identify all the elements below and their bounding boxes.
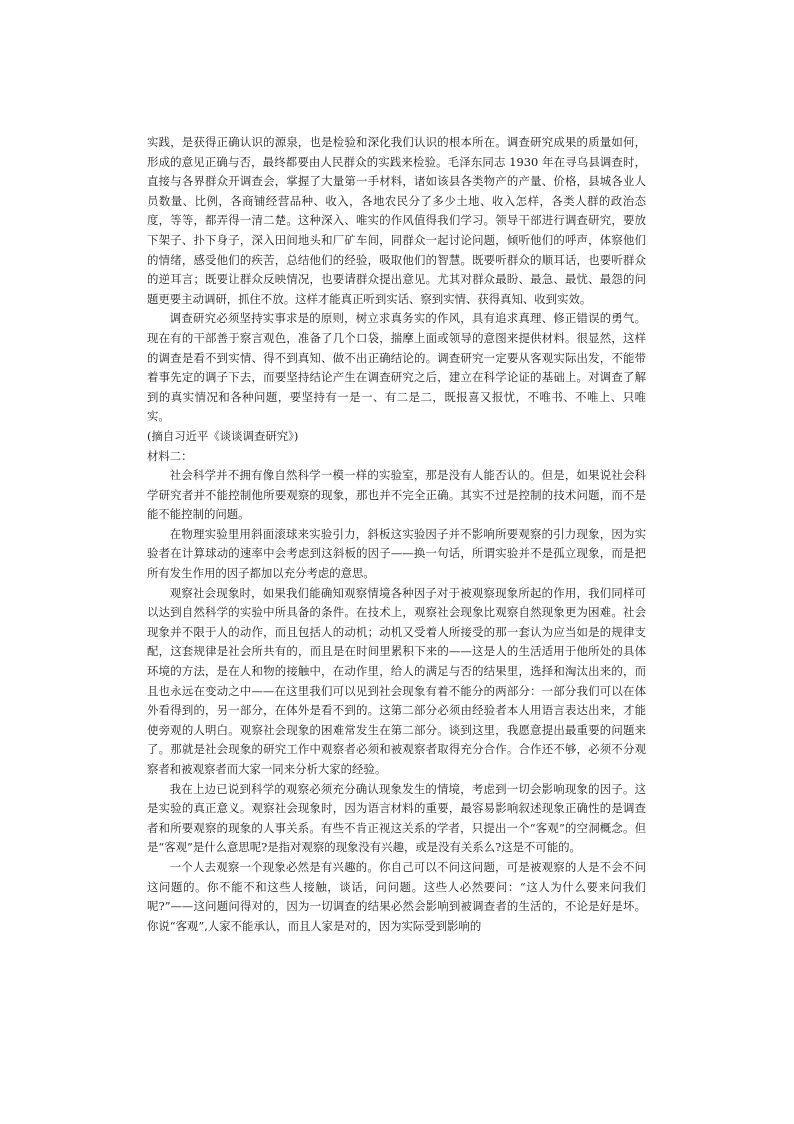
paragraph-observing-society: 观察社会现象时，如果我们能确知观察情境各种因子对于被观察现象所起的作用，我们同样可以达到自然科学的实验中所具备的条件。在技术上，观察社会现象比观察自然现象更为困难。社会现象并不限于人的动作，而且包括人的动机；动机又受着人所接受的那一套认为应当如是的规律支配，这套规律是社会所共有的，而且是在时间里累积下来的——这是人的生活适用于他所处的具体环境的方法，是在人和物的接触中，在动作里，给人的满足与否的结果里，选择和淘汰出来的，而且也永远在变动之中——在这里我们可以见到社会现象有着不能分的两部分：一部分我们可以在体外看得到的，另一部分，在体外是看不到的。这第二部分必须由经验者本人用语言表达出来，才能使旁观的人明白。观察社会现象的困难常发生在第二部分。谈到这里，我愿意提出最重要的问题来了。那就是社会现象的研究工作中观察者必须和被观察者取得充分合作。合作还不够，必须不分观察者和被观察者而大家一同来分析大家的经验。 [147, 585, 646, 776]
paragraph-physics-experiment: 在物理实验里用斜面滚球来实验引力，斜板这实验因子并不影响所要观察的引力现象，因为实验者在计算球动的速率中会考虑到这斜板的因子——换一句话，所谓实验并不是孤立现象，而是把所有发生作用的因子都加以充分考虑的意思。 [147, 526, 646, 581]
paragraph-social-science-lab: 社会科学并不拥有像自然科学一模一样的实验室，那是没有人能否认的。但是，如果说社会科学研究者并不能控制他所要观察的现象，那也并不完全正确。其实不过是控制的技术问题，而不是能不能控制的问题。 [147, 468, 646, 522]
document-page [147, 133, 646, 936]
paragraph-objectivity: 我在上边已说到科学的观察必须充分确认现象发生的情境，考虑到一切会影响现象的因子。这是实验的真正意义。观察社会现象时，因为语言材料的重要，最容易影响叙述现象正确性的是调查者和所要观察的现象的人事关系。有些不肯正视这关系的学者，只提出一个“客观”的空洞概念。但是“客观”是什么意思呢?是指对观察的现象没有兴趣，或是没有关系么?这是不可能的。 [147, 781, 646, 855]
source-citation: (摘自习近平《谈谈调查研究》) [147, 428, 299, 443]
paragraph-seek-truth: 调查研究必须坚持实事求是的原则，树立求真务实的作风，具有追求真理、修正错误的勇气。现在有的干部善于察言观色，准备了几个口袋，揣摩上面或领导的意图来提供材料。很显然，这样的调查是看不到实情、得不到真知、做不出正确结论的。调查研究一定要从客观实际出发，不能带着事先定的调子下去，而要坚持结论产生在调查研究之后，建立在科学论证的基础上。对调查了解到的真实情况和各种问题，要坚持有一是一、有二是二，既报喜又报忧，不唯书、不唯上、只唯实。 [147, 311, 646, 424]
paragraph-practice: 实践，是获得正确认识的源泉，也是检验和深化我们认识的根本所在。调查研究成果的质量如何，形成的意见正确与否，最终都要由人民群众的实践来检验。毛泽东同志 1930 年在寻乌县调查时，直接与各界群众开调查会，掌握了大量第一手材料，诸如该县各类物产的产量、价格，县城各业人员数量、比例，各商铺经营品种、收入，各地农民分了多少土地、收入怎样，各类人群的政治态度，等等，都弄得一清二楚。这种深入、唯实的作风值得我们学习。领导干部进行调查研究，要放下架子、扑下身子，深入田间地头和厂矿车间，同群众一起讨论问题，倾听他们的呼声，体察他们的情绪，感受他们的疾苦，总结他们的经验，吸取他们的智慧。既要听群众的顺耳话，也要听群众的逆耳言；既要让群众反映情况，也要请群众提出意见。尤其对群众最盼、最急、最忧、最怨的问题更要主动调研，抓住不放。这样才能真正听到实话、察到实情、获得真知、收到实效。 [147, 135, 646, 306]
paragraph-interest: 一个人去观察一个现象必然是有兴趣的。你自己可以不问这问题，可是被观察的人是不会不问这问题的。你不能不和这些人接触，谈话，问问题。这些人必然要问：“这人为什么要来问我们呢?”——这问题问得对的，因为一切调查的结果必然会影响到被调查者的生活的，不论是好是坏。你说“客观”,人家不能承认，而且人家是对的，因为实际受到影响的 [147, 859, 646, 933]
material-two-heading: 材料二： [147, 448, 193, 463]
